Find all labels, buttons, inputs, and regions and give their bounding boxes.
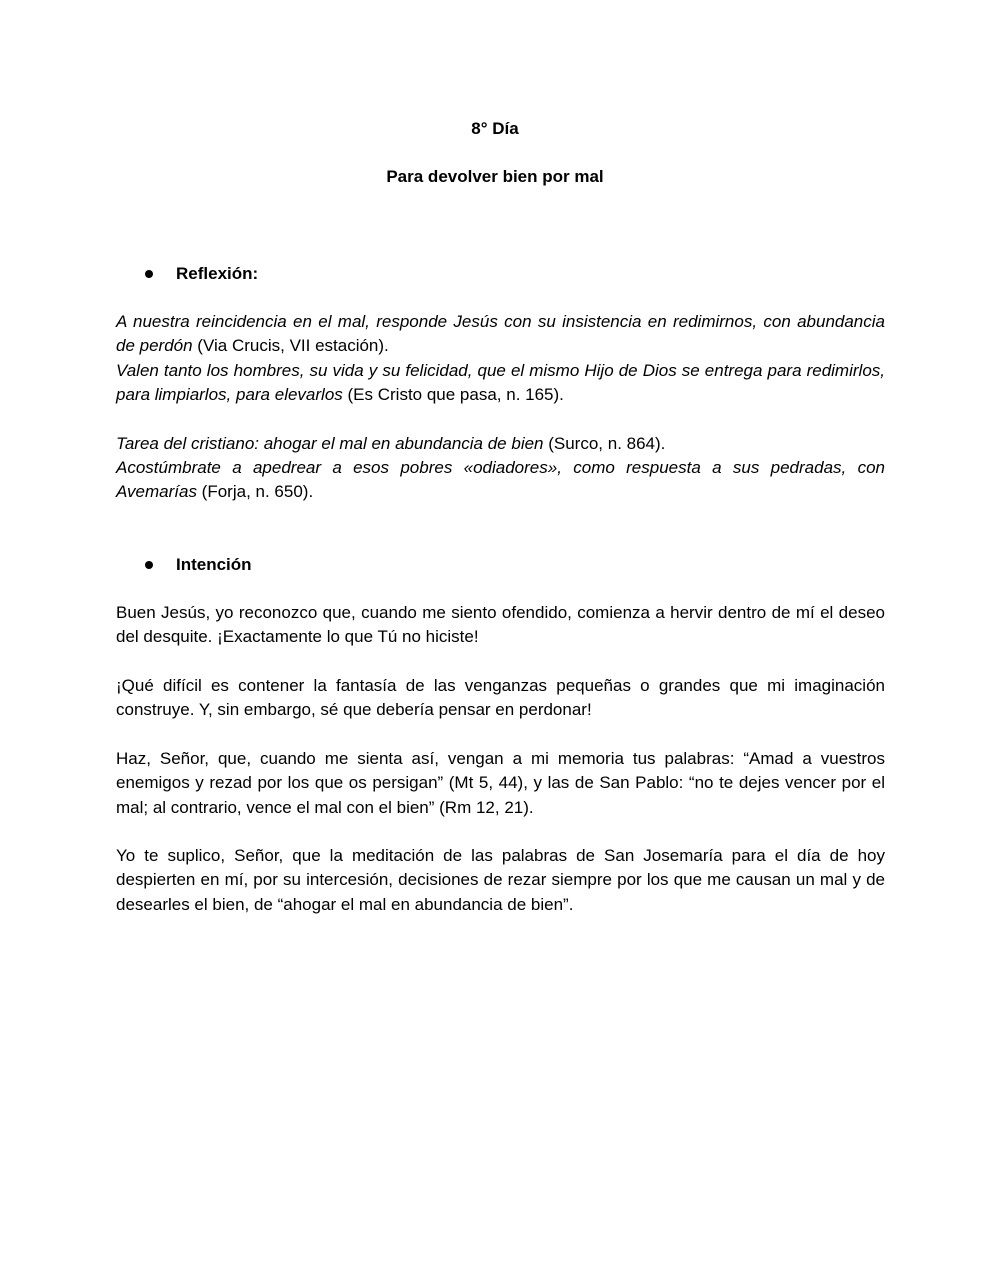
quote-text: Valen tanto los hombres, su vida y su felicidad, que el mismo Hijo de Dios se entrega para redimirlos, para limpiarlos, para elevarlos xyxy=(116,360,885,404)
intencion-heading-label: Intención xyxy=(176,555,252,574)
intencion-heading xyxy=(145,553,252,577)
page-title: Para devolver bien por mal xyxy=(386,167,604,186)
reflexion-quote-4 xyxy=(116,456,885,505)
day-heading: 8° Día xyxy=(471,119,519,138)
intencion-paragraph-4: Yo te suplico, Señor, que la meditación de las palabras de San Josemaría para el día de hoy despierten en mí, por su intercesión, decisiones de rezar siempre por los que me causan un mal y de desearles el bien, de “ahogar el mal en abundancia de bien”. xyxy=(116,846,885,914)
quote-text: Acostúmbrate a apedrear a esos pobres «odiadores», como respuesta a sus pedradas, con Avemarías xyxy=(116,457,885,502)
reflexion-quote-1 xyxy=(116,310,885,359)
bullet-icon xyxy=(145,270,153,278)
bullet-icon xyxy=(145,561,153,569)
quote-source: (Via Crucis, VII estación). xyxy=(192,336,389,356)
reflexion-heading xyxy=(145,262,258,286)
quote-source: (Forja, n. 650). xyxy=(196,482,314,502)
quote-source: (Es Cristo que pasa, n. 165). xyxy=(342,384,564,404)
intencion-paragraph-1: Buen Jesús, yo reconozco que, cuando me siento ofendido, comienza a hervir dentro de mí el deseo del desquite. ¡Exactamente lo que Tú no hiciste! xyxy=(116,603,885,647)
intencion-paragraph-3: Haz, Señor, que, cuando me sienta así, vengan a mi memoria tus palabras: “Amad a vuestros enemigos y rezad por los que os persigan” (Mt 5, 44), y las de San Pablo: “no te dejes vencer por el mal; al contrario, vence el mal con el bien” (Rm 12, 21). xyxy=(116,749,885,817)
reflexion-heading-label: Reflexión: xyxy=(176,264,259,283)
quote-source: (Surco, n. 864). xyxy=(543,433,666,453)
quote-text: Tarea del cristiano: ahogar el mal en abundancia de bien xyxy=(116,433,544,453)
quote-text: A nuestra reincidencia en el mal, responde Jesús con su insistencia en redimirnos, con abundancia de perdón xyxy=(116,312,885,356)
reflexion-quote-3 xyxy=(116,432,885,456)
intencion-paragraph-2: ¡Qué difícil es contener la fantasía de las venganzas pequeñas o grandes que mi imaginación construye. Y, sin embargo, sé que debería pensar en perdonar! xyxy=(116,676,885,720)
reflexion-quote-2 xyxy=(116,359,885,408)
